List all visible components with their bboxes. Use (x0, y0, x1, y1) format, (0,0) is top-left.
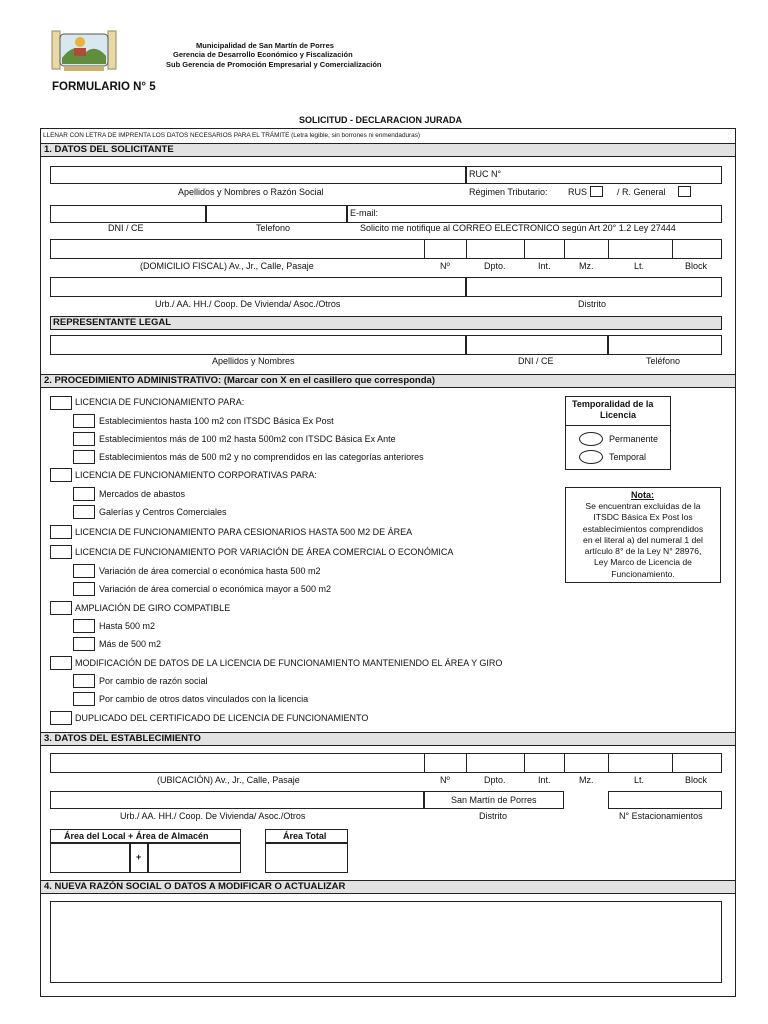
checkbox-variacion-b[interactable] (73, 582, 95, 596)
nota-line: en el literal a) del numeral 1 del (583, 534, 703, 545)
general-label: / R. General (617, 187, 666, 197)
opt-corporativas: LICENCIA DE FUNCIONAMIENTO CORPORATIVAS PARA: (75, 470, 317, 480)
opt-ampliacion-b: Más de 500 m2 (99, 639, 162, 649)
nueva-razon-textarea[interactable] (50, 901, 722, 983)
opt-variacion-b: Variación de área comercial o económica mayor a 500 m2 (99, 584, 331, 594)
rep-dni-label: DNI / CE (518, 356, 554, 366)
distrito-label-3: Distrito (479, 811, 508, 821)
form-number: FORMULARIO N° 5 (52, 81, 156, 93)
checkbox-variacion-a[interactable] (73, 564, 95, 578)
checkbox-licencia-a[interactable] (73, 414, 95, 428)
checkbox-modificacion-b[interactable] (73, 692, 95, 706)
opt-modificacion-a: Por cambio de razón social (99, 676, 208, 686)
notify-label: Solicito me notifique al CORREO ELECTRONICO según Art 20° 1.2 Ley 27444 (360, 223, 676, 233)
dni-input[interactable] (50, 205, 206, 223)
section-1-header: 1. DATOS DEL SOLICITANTE (41, 143, 735, 157)
rep-tel-label: Teléfono (646, 356, 681, 366)
checkbox-licencia[interactable] (50, 396, 72, 410)
area-total-input[interactable] (265, 843, 348, 873)
area-almacen-input[interactable] (148, 843, 241, 873)
urb-input[interactable] (50, 277, 466, 297)
nota-line: Ley Marco de Licencia de (594, 557, 692, 568)
opt-ampliacion: AMPLIACIÓN DE GIRO COMPATIBLE (75, 603, 231, 613)
num-label: Nº (440, 261, 450, 271)
area-local-label: Área del Local + Área de Almacén (64, 831, 209, 841)
opt-ampliacion-a: Hasta 500 m2 (99, 621, 156, 631)
lt-label-3: Lt. (634, 775, 645, 785)
temporal-label: Temporal (609, 452, 647, 462)
area-plus: + (136, 852, 142, 862)
estacionamientos-input[interactable] (608, 791, 722, 809)
opt-cesionarios: LICENCIA DE FUNCIONAMIENTO PARA CESIONARIOS HASTA 500 M2 DE ÁREA (75, 527, 413, 537)
mz-label-3: Mz. (579, 775, 594, 785)
ubicacion-row[interactable] (50, 753, 722, 773)
permanente-radio[interactable] (579, 432, 603, 446)
int-label: Int. (538, 261, 551, 271)
temporal-radio[interactable] (579, 450, 603, 464)
name-label: Apellidos y Nombres o Razón Social (178, 187, 324, 197)
estacionamientos-label: N° Estacionamientos (619, 811, 703, 821)
distrito-input[interactable] (466, 277, 722, 297)
rep-dni-input[interactable] (466, 335, 608, 355)
header-line-2: Gerencia de Desarrollo Económico y Fiscalización (173, 50, 353, 59)
form-title: SOLICITUD - DECLARACION JURADA (299, 115, 462, 125)
checkbox-mercados[interactable] (73, 487, 95, 501)
rep-legal-title: REPRESENTANTE LEGAL (53, 317, 172, 328)
nota-text (566, 501, 720, 580)
area-local-input[interactable] (50, 843, 130, 873)
nota-line: establecimientos comprendidos (582, 523, 704, 534)
checkbox-ampliacion-a[interactable] (73, 619, 95, 633)
checkbox-ampliacion[interactable] (50, 601, 72, 615)
distrito-value: San Martín de Porres (451, 795, 537, 805)
opt-variacion: LICENCIA DE FUNCIONAMIENTO POR VARIACIÓN DE ÁREA COMERCIAL O ECONÓMICA (75, 547, 454, 557)
rus-checkbox[interactable] (590, 186, 603, 197)
opt-licencia-b: Establecimientos más de 100 m2 hasta 500m2 con ITSDC Básica Ex Ante (99, 434, 396, 444)
opt-mercados: Mercados de abastos (99, 489, 186, 499)
opt-variacion-a: Variación de área comercial o económica hasta 500 m2 (99, 566, 321, 576)
instructions: LLENAR CON LETRA DE IMPRENTA LOS DATOS NECESARIOS PARA EL TRÁMITE (Letra legible, sin borrones ni enmendaduras) (43, 132, 421, 139)
temporalidad-title-2: Licencia (600, 410, 637, 420)
checkbox-licencia-b[interactable] (73, 432, 95, 446)
ruc-input[interactable] (466, 166, 722, 184)
temporalidad-title-1: Temporalidad de la (572, 399, 654, 409)
urb-label-3: Urb./ AA. HH./ Coop. De Vivienda/ Asoc./Otros (120, 811, 306, 821)
checkbox-ampliacion-b[interactable] (73, 637, 95, 651)
int-label-3: Int. (538, 775, 551, 785)
section-2-header: 2. PROCEDIMIENTO ADMINISTRATIVO: (Marcar con X en el casillero que corresponda) (41, 374, 735, 388)
checkbox-galerias[interactable] (73, 505, 95, 519)
num-label-3: Nº (440, 775, 450, 785)
municipality-logo (50, 28, 118, 74)
checkbox-modificacion[interactable] (50, 656, 72, 670)
general-checkbox[interactable] (678, 186, 691, 197)
area-total-label: Área Total (283, 831, 327, 841)
nota-line: ITSDC Básica Ex Post los (593, 512, 693, 523)
opt-modificacion: MODIFICACIÓN DE DATOS DE LA LICENCIA DE FUNCIONAMIENTO MANTENIENDO EL ÁREA Y GIRO (75, 658, 503, 668)
rep-name-label: Apellidos y Nombres (212, 356, 295, 366)
ruc-label: RUC N° (469, 169, 502, 179)
domicilio-row[interactable] (50, 239, 722, 259)
opt-licencia-c: Establecimientos más de 500 m2 y no comprendidos en las categorías anteriores (99, 452, 424, 462)
mz-label: Mz. (579, 261, 594, 271)
distrito-label: Distrito (578, 299, 607, 309)
block-label: Block (685, 261, 708, 271)
section-4-header: 4. NUEVA RAZÓN SOCIAL O DATOS A MODIFICAR O ACTUALIZAR (41, 880, 735, 894)
checkbox-corporativas[interactable] (50, 468, 72, 482)
email-label: E-mail: (350, 208, 379, 218)
dni-label: DNI / CE (108, 223, 144, 233)
rep-tel-input[interactable] (608, 335, 722, 355)
opt-licencia: LICENCIA DE FUNCIONAMIENTO PARA: (75, 397, 245, 407)
opt-modificacion-b: Por cambio de otros datos vinculados con la licencia (99, 694, 309, 704)
checkbox-duplicado[interactable] (50, 711, 72, 725)
dpto-label-3: Dpto. (484, 775, 506, 785)
permanente-label: Permanente (609, 434, 659, 444)
nota-line: artículo 8° de la Ley N° 28976, (584, 546, 702, 557)
regimen-label: Régimen Tributario: (469, 187, 548, 197)
checkbox-modificacion-a[interactable] (73, 674, 95, 688)
header-line-3: Sub Gerencia de Promoción Empresarial y Comercialización (166, 60, 382, 69)
checkbox-licencia-c[interactable] (73, 450, 95, 464)
domicilio-label: (DOMICILIO FISCAL) Av., Jr., Calle, Pasaje (140, 261, 314, 271)
opt-licencia-a: Establecimientos hasta 100 m2 con ITSDC Básica Ex Post (99, 416, 334, 426)
name-input[interactable] (50, 166, 466, 184)
opt-duplicado: DUPLICADO DEL CERTIFICADO DE LICENCIA DE FUNCIONAMIENTO (75, 713, 369, 723)
block-label-3: Block (685, 775, 708, 785)
header-line-1: Municipalidad de San Martín de Porres (196, 41, 334, 50)
lt-label: Lt. (634, 261, 645, 271)
email-input[interactable] (347, 205, 722, 223)
checkbox-variacion[interactable] (50, 545, 72, 559)
telefono-label: Telefono (256, 223, 291, 233)
urb-input-3[interactable] (50, 791, 424, 809)
telefono-input[interactable] (206, 205, 347, 223)
rep-name-input[interactable] (50, 335, 466, 355)
section-3-header: 3. DATOS DEL ESTABLECIMIENTO (41, 732, 735, 746)
checkbox-cesionarios[interactable] (50, 525, 72, 539)
nota-line: Se encuentran excluidas de la (585, 501, 701, 511)
opt-galerias: Galerías y Centros Comerciales (99, 507, 227, 517)
nota-line: Funcionamiento. (611, 568, 675, 579)
urb-label: Urb./ AA. HH./ Coop. De Vivienda/ Asoc./Otros (155, 299, 341, 309)
dpto-label: Dpto. (484, 261, 506, 271)
rus-label: RUS (568, 187, 588, 197)
nota-title: Nota: (631, 490, 654, 500)
ubicacion-label: (UBICACIÓN) Av., Jr., Calle, Pasaje (157, 775, 300, 785)
